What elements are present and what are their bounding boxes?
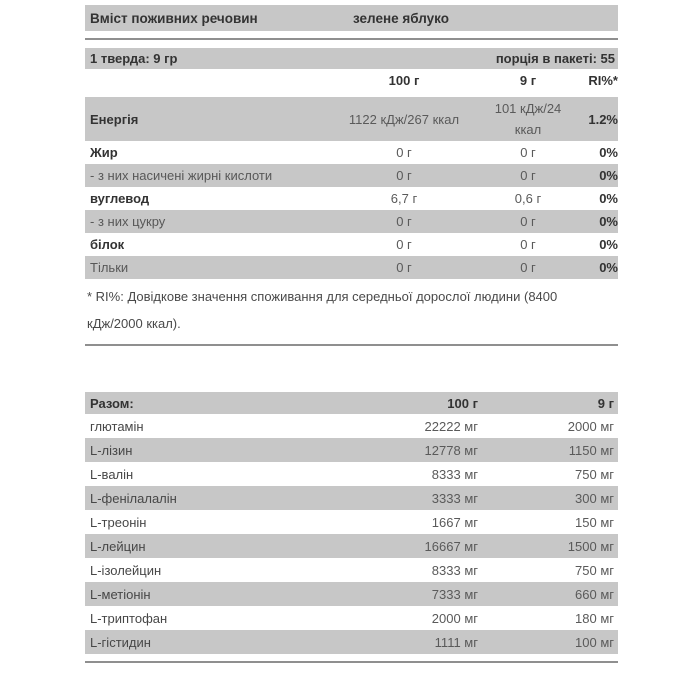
value-per-serving: 0 г [520, 237, 536, 252]
amino-per-serving: 2000 мг [567, 418, 614, 434]
nutrition-info-sheet [85, 5, 618, 663]
nutrient-row-fat [85, 141, 618, 164]
value-per-serving: 0,6 г [514, 191, 542, 206]
amino-per-100g: 7333 мг [431, 586, 478, 602]
nutrient-row-sugars [85, 210, 618, 233]
column-header-row [85, 69, 618, 91]
value-per-serving: 0 г [520, 214, 536, 229]
amino-row-lysine [85, 438, 618, 462]
nutrient-label: Жир [90, 145, 118, 160]
amino-row-tryptophan [85, 606, 618, 630]
nutrient-label: білок [90, 237, 125, 252]
amino-row-threonine [85, 510, 618, 534]
amino-label: L-ізолейцин [90, 562, 162, 578]
nutrient-row-saturated-fat [85, 164, 618, 187]
servings-per-pack-label: порція в пакеті: 55 [495, 51, 615, 66]
nutrition-facts-table [85, 5, 618, 346]
ri-value: 0% [599, 214, 618, 229]
amino-per-100g: 2000 мг [431, 610, 478, 626]
ri-footnote: * RI%: Довідкове значення споживання для середньої дорослої людини (8400 кДж/2000 ккал). [87, 289, 558, 331]
amino-per-100g: 16667 мг [424, 538, 478, 554]
amino-per-serving: 1500 мг [567, 538, 614, 554]
column-header-per-serving: 9 г [519, 72, 537, 88]
amino-row-leucine [85, 534, 618, 558]
value-per-100g: 0 г [396, 214, 412, 229]
ri-value: 0% [599, 260, 618, 275]
ri-value: 0% [599, 191, 618, 206]
nutrient-row-carbohydrate [85, 187, 618, 210]
title-bar [85, 5, 618, 31]
amino-label: L-треонін [90, 514, 147, 530]
value-per-100g: 0 г [396, 145, 412, 160]
nutrient-label: - з них цукру [90, 214, 166, 229]
value-per-100g: 0 г [396, 237, 412, 252]
ri-value: 0% [599, 145, 618, 160]
value-per-serving: 0 г [520, 168, 536, 183]
value-per-serving: 0 г [520, 260, 536, 275]
nutrient-label: вуглевод [90, 191, 150, 206]
amino-row-phenylalanine [85, 486, 618, 510]
amino-per-serving: 660 мг [575, 586, 614, 602]
ri-value: 0% [599, 237, 618, 252]
amino-label: L-гістидин [90, 634, 151, 650]
amino-label: L-триптофан [90, 610, 168, 626]
column-header-ri: RI%* [588, 72, 618, 88]
amino-per-100g: 1111 мг [434, 634, 478, 650]
amino-row-histidine [85, 630, 618, 654]
divider-line [85, 38, 618, 40]
amino-label: L-метіонін [90, 586, 151, 602]
amino-per-100g: 3333 мг [431, 490, 478, 506]
value-per-100g: 6,7 г [390, 191, 418, 206]
ri-value: 1.2% [588, 111, 618, 127]
amino-per-serving: 150 мг [575, 514, 614, 530]
amino-label: глютамін [90, 418, 144, 434]
value-per-100g: 1122 кДж/267 ккал [348, 111, 460, 127]
amino-per-100g: 12778 мг [424, 442, 478, 458]
amino-acid-table [85, 392, 618, 663]
nutrient-row-protein [85, 233, 618, 256]
ri-value: 0% [599, 168, 618, 183]
amino-row-methionine [85, 582, 618, 606]
flavor-label: зелене яблуко [353, 10, 449, 26]
amino-per-serving: 100 мг [575, 634, 614, 650]
amino-per-100g: 8333 мг [431, 562, 478, 578]
amino-label: L-лізин [90, 442, 133, 458]
amino-per-100g: 8333 мг [431, 466, 478, 482]
value-per-serving: 101 кДж/24 ккал [494, 101, 562, 137]
value-per-100g: 0 г [396, 260, 412, 275]
serving-size-label: 1 тверда: 9 гр [90, 51, 178, 66]
serving-bar [85, 48, 618, 69]
amino-header-per100: 100 г [447, 395, 478, 411]
amino-per-100g: 1667 мг [431, 514, 478, 530]
amino-label: L-лейцин [90, 538, 146, 554]
divider-line [85, 344, 618, 346]
divider-line [85, 661, 618, 663]
column-header-per100: 100 г [388, 72, 420, 88]
nutrient-row-salt [85, 256, 618, 279]
nutrient-label: Тільки [90, 260, 129, 275]
amino-row-valine [85, 462, 618, 486]
nutrient-label: Енергія [90, 111, 139, 127]
amino-header-per-serving: 9 г [597, 395, 614, 411]
amino-label: L-валін [90, 466, 134, 482]
amino-per-100g: 22222 мг [424, 418, 478, 434]
amino-header-row [85, 392, 618, 414]
nutrient-rows [85, 97, 618, 279]
nutrient-label: - з них насичені жирні кислоти [90, 168, 273, 183]
value-per-100g: 0 г [396, 168, 412, 183]
amino-per-serving: 750 мг [575, 466, 614, 482]
amino-per-serving: 750 мг [575, 562, 614, 578]
nutrient-row-energy [85, 97, 618, 141]
amino-per-serving: 1150 мг [568, 442, 614, 458]
amino-per-serving: 180 мг [575, 610, 614, 626]
amino-label: L-фенілалалін [90, 490, 177, 506]
amino-header-label: Разом: [90, 395, 134, 411]
table-title: Вміст поживних речовин [90, 10, 258, 26]
amino-row-isoleucine [85, 558, 618, 582]
amino-per-serving: 300 мг [575, 490, 614, 506]
value-per-serving: 0 г [520, 145, 536, 160]
amino-row-glutamine [85, 414, 618, 438]
